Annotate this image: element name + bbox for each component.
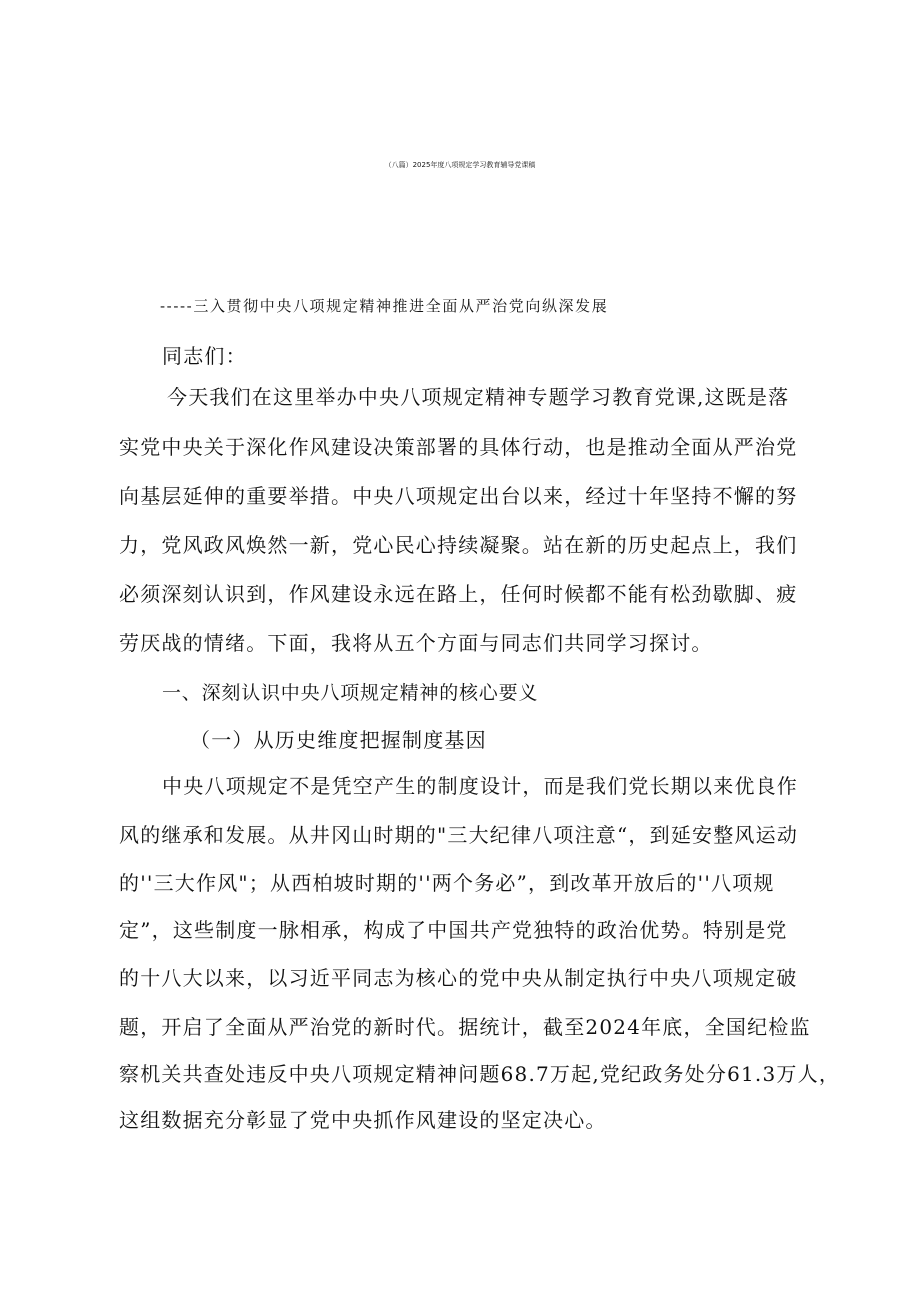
paragraph-line: 定”，这些制度一脉相承，构成了中国共产党独特的政治优势。特别是党 <box>119 918 788 942</box>
paragraph-line: 实党中央关于深化作风建设决策部署的具体行动，也是推动全面从严治党 <box>119 435 798 459</box>
subsection-heading: （一）从历史维度把握制度基因 <box>190 728 487 752</box>
paragraph-line: 必须深刻认识到，作风建设永远在路上，任何时候都不能有松劲歇脚、疲 <box>119 582 798 606</box>
section-heading: 一、深刻认识中央八项规定精神的核心要义 <box>162 682 539 704</box>
document-theme-line: -----三入贯彻中央八项规定精神推进全面从严治党向纵深发展 <box>160 297 609 315</box>
paragraph-line: 风的继承和发展。从井冈山时期的"三大纪律八项注意“，到延安整风运动 <box>119 823 799 847</box>
paragraph-line: 题，开启了全面从严治党的新时代。据统计，截至2024年底，全国纪检监 <box>119 1015 811 1039</box>
paragraph-line: 的''三大作风"；从西柏坡时期的''两个务必”，到改革开放后的''八项规 <box>119 871 775 895</box>
paragraph-line: 向基层延伸的重要举措。中央八项规定出台以来，经过十年坚持不懈的努 <box>119 484 798 508</box>
document-title: （八篇）2025年度八项规定学习教育辅导党课稿 <box>384 161 536 169</box>
paragraph-line: 察机关共查处违反中央八项规定精神问题68.7万起,党纪政务处分61.3万人， <box>119 1062 841 1086</box>
paragraph-line: 的十八大以来，以习近平同志为核心的党中央从制定执行中央八项规定破 <box>119 966 798 990</box>
salutation: 同志们： <box>162 344 247 368</box>
paragraph-line: 中央八项规定不是凭空产生的制度设计，而是我们党长期以来优良作 <box>162 774 798 798</box>
paragraph-line: 这组数据充分彰显了党中央抓作风建设的坚定决心。 <box>119 1108 607 1132</box>
paragraph-line: 劳厌战的情绪。下面，我将从五个方面与同志们共同学习探讨。 <box>119 631 713 655</box>
paragraph-line: 力，党风政风焕然一新，党心民心持续凝聚。站在新的历史起点上，我们 <box>119 533 798 557</box>
paragraph-line: 今天我们在这里举办中央八项规定精神专题学习教育党课,这既是落 <box>167 385 790 409</box>
